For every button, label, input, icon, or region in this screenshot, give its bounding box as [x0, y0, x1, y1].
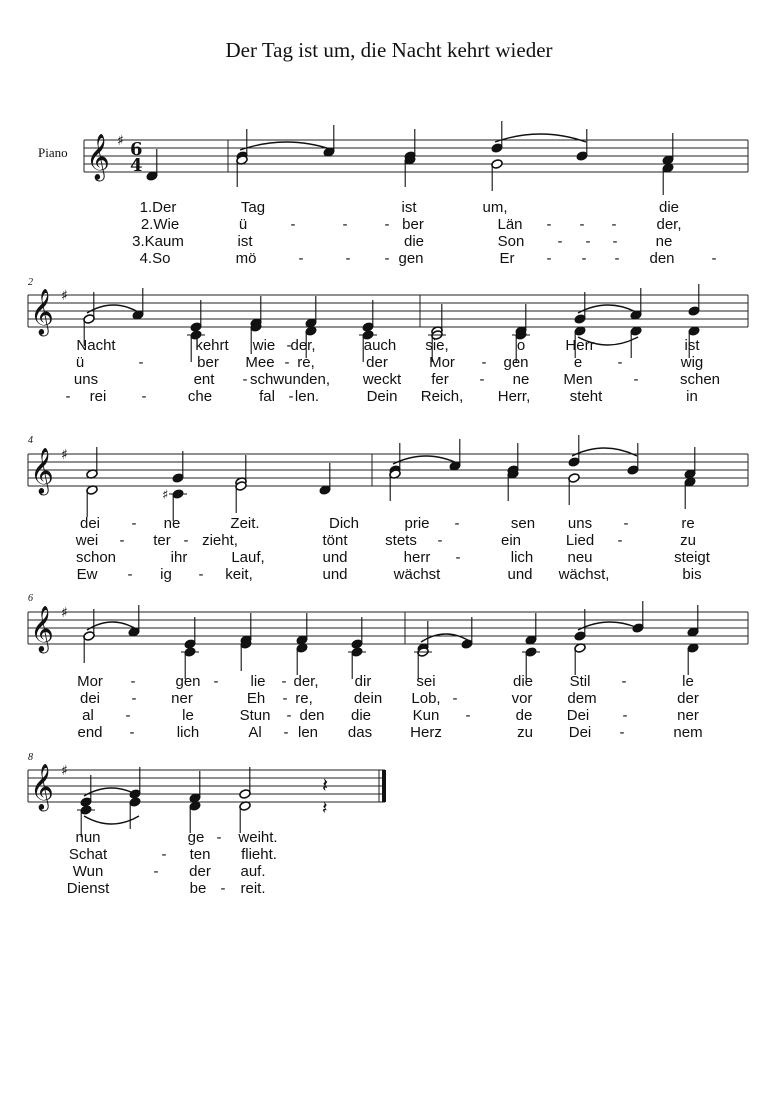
lyric-syllable: -	[585, 233, 591, 250]
lyric-syllable: den	[649, 250, 675, 267]
lyric-syllable: sei	[416, 673, 436, 690]
treble-clef-icon: 𝄞	[30, 764, 54, 810]
lyric-syllable: de	[515, 707, 533, 724]
lyric-syllable: weckt	[362, 371, 402, 388]
lyric-syllable: und	[507, 566, 533, 583]
lyric-syllable: ü	[75, 354, 85, 371]
lyric-syllable: Dienst	[66, 880, 110, 897]
measure-number: 8	[28, 752, 33, 763]
lyric-syllable: um,	[482, 199, 508, 216]
lyric-syllable: -	[290, 216, 296, 233]
lyric-syllable: in	[686, 388, 698, 405]
lyric-syllable: -	[619, 724, 625, 741]
lyric-syllable: ne	[655, 233, 673, 250]
lyric-syllable: auf.	[240, 863, 266, 880]
lyric-syllable: Dei	[566, 707, 590, 724]
slur	[578, 622, 642, 630]
lyric-syllable: reit.	[240, 880, 266, 897]
lyric-syllable: nun	[75, 829, 101, 846]
lyric-syllable: wei	[75, 532, 99, 549]
lyric-syllable: nem	[673, 724, 703, 741]
lyric-syllable: flieht.	[241, 846, 277, 863]
lyric-syllable: -	[283, 724, 289, 741]
lyric-syllable: Mor	[429, 354, 455, 371]
slur	[240, 142, 333, 150]
lyric-syllable: vor	[511, 690, 533, 707]
lyric-syllable: mö	[235, 250, 257, 267]
lyric-syllable: -	[452, 690, 458, 707]
lyric-syllable: -	[288, 388, 294, 405]
lyric-syllable: ber	[197, 354, 219, 371]
lyric-syllable: -	[298, 250, 304, 267]
lyric-syllable: Wun	[72, 863, 104, 880]
lyric-syllable: -	[286, 707, 292, 724]
lyric-syllable: -	[281, 673, 287, 690]
lyric-syllable: der,	[293, 673, 319, 690]
lyric-syllable: -	[220, 880, 226, 897]
lyric-syllable: Län	[497, 216, 523, 233]
time-signature-top: 6	[130, 139, 143, 160]
lyric-syllable: 2.Wie	[140, 216, 180, 233]
quarter-rest-icon: 𝄽	[322, 773, 329, 797]
lyric-syllable: -	[612, 233, 618, 250]
lyric-syllable: Lauf,	[231, 549, 265, 566]
lyric-syllable: ig	[160, 566, 172, 583]
lyric-syllable: der	[366, 354, 388, 371]
lyric-syllable: sen	[510, 515, 536, 532]
lyric-syllable: uns	[567, 515, 593, 532]
lyric-syllable: die	[512, 673, 534, 690]
lyric-syllable: ne	[512, 371, 530, 388]
quarter-rest-icon: 𝄽	[322, 798, 328, 819]
lyric-syllable: Stil	[569, 673, 591, 690]
lyric-syllable: -	[623, 515, 629, 532]
lyric-syllable: -	[384, 216, 390, 233]
lyric-syllable: und	[322, 549, 348, 566]
lyric-syllable: die	[403, 233, 425, 250]
lyric-syllable: -	[617, 354, 623, 371]
lyric-syllable: len	[297, 724, 319, 741]
lyric-syllable: ü	[238, 216, 248, 233]
lyric-syllable: -	[119, 532, 125, 549]
lyric-syllable: -	[384, 250, 390, 267]
lyric-syllable: Men	[563, 371, 593, 388]
lyric-syllable: schwunden,	[249, 371, 331, 388]
measure-number: 2	[28, 277, 33, 288]
lyric-syllable: al	[82, 707, 94, 724]
lyric-syllable: ber	[402, 216, 424, 233]
lyric-syllable: -	[437, 532, 443, 549]
lyric-syllable: -	[455, 549, 461, 566]
lyric-syllable: lich	[510, 549, 534, 566]
lyric-syllable: rei	[89, 388, 107, 405]
lyric-syllable: -	[546, 250, 552, 267]
lyric-syllable: Dich	[328, 515, 360, 532]
lyric-syllable: auch	[363, 337, 397, 354]
lyric-syllable: der	[189, 863, 211, 880]
lyric-syllable: fal	[259, 388, 275, 405]
slur	[87, 622, 138, 630]
lyric-syllable: der,	[290, 337, 316, 354]
lyric-syllable: ist	[237, 233, 253, 250]
lyric-syllable: Reich,	[420, 388, 464, 405]
lyric-syllable: -	[141, 388, 147, 405]
sharp-icon: ♯	[61, 605, 68, 621]
lyric-syllable: Herr,	[497, 388, 531, 405]
lyric-syllable: -	[546, 216, 552, 233]
lyric-syllable: -	[161, 846, 167, 863]
lyric-syllable: -	[557, 233, 563, 250]
lyric-syllable: schon	[75, 549, 117, 566]
lyric-syllable: -	[286, 337, 292, 354]
lyric-syllable: re,	[295, 690, 313, 707]
lyric-syllable: -	[621, 673, 627, 690]
lyric-syllable: bis	[682, 566, 702, 583]
sharp-icon: ♯	[117, 133, 124, 149]
lyric-syllable: ihr	[170, 549, 188, 566]
lyric-syllable: -	[617, 532, 623, 549]
lyric-syllable: stets	[385, 532, 417, 549]
treble-clef-icon: 𝄞	[30, 289, 54, 335]
lyric-syllable: sie,	[425, 337, 449, 354]
lyric-syllable: dem	[567, 690, 597, 707]
lyric-syllable: -	[622, 707, 628, 724]
lyric-syllable: zu	[517, 724, 533, 741]
sharp-icon: ♯	[61, 447, 68, 463]
sharp-icon: ♯	[61, 763, 68, 779]
lyric-syllable: Herr	[565, 337, 595, 354]
lyric-syllable: der,	[656, 216, 682, 233]
lyric-syllable: weiht.	[238, 829, 278, 846]
lyric-syllable: lich	[176, 724, 200, 741]
lyric-syllable: be	[189, 880, 207, 897]
lyric-syllable: die	[658, 199, 680, 216]
lyric-syllable: dei	[79, 515, 101, 532]
slur	[578, 305, 638, 313]
lyric-syllable: -	[282, 690, 288, 707]
lyric-syllable: dein	[353, 690, 383, 707]
lyric-syllable: gen	[398, 250, 424, 267]
lyric-syllable: schen	[679, 371, 721, 388]
lyric-syllable: -	[614, 250, 620, 267]
lyric-syllable: prie	[404, 515, 430, 532]
lyric-syllable: ner	[171, 690, 193, 707]
slur	[87, 305, 140, 313]
lyric-syllable: Schat	[68, 846, 108, 863]
lyric-syllable: ner	[677, 707, 699, 724]
lyric-syllable: -	[127, 566, 133, 583]
lyric-syllable: 4.So	[139, 250, 171, 267]
lyric-syllable: Zeit.	[230, 515, 260, 532]
lyric-syllable: le	[182, 707, 194, 724]
lyric-syllable: ge	[187, 829, 205, 846]
sharp-icon: ♯	[61, 288, 68, 304]
lyric-syllable: 1.Der	[139, 199, 177, 216]
lyric-syllable: -	[183, 532, 189, 549]
lyric-syllable: -	[454, 515, 460, 532]
lyric-syllable: ten	[189, 846, 211, 863]
slur	[495, 134, 586, 142]
lyric-syllable: und	[322, 566, 348, 583]
lyric-syllable: Al	[248, 724, 262, 741]
lyric-syllable: Mor	[77, 673, 103, 690]
lyric-syllable: Nacht	[76, 337, 116, 354]
lyric-syllable: -	[465, 707, 471, 724]
lyric-syllable: -	[481, 354, 487, 371]
lyric-syllable: keit,	[225, 566, 253, 583]
score-title: Der Tag ist um, die Nacht kehrt wieder	[225, 38, 553, 62]
lyric-syllable: Mee	[245, 354, 275, 371]
final-barline-icon	[382, 770, 386, 802]
lyric-syllable: Kun	[412, 707, 440, 724]
lyric-syllable: o	[516, 337, 526, 354]
lyric-syllable: ein	[500, 532, 522, 549]
lyric-syllable: fer	[431, 371, 449, 388]
lyric-syllable: -	[129, 724, 135, 741]
lyric-syllable: -	[242, 371, 248, 388]
lyric-syllable: -	[711, 250, 717, 267]
lyric-syllable: wie	[252, 337, 276, 354]
lyric-syllable: zu	[680, 532, 696, 549]
lyric-syllable: ist	[684, 337, 700, 354]
lyric-syllable: 3.Kaum	[132, 233, 184, 250]
lyric-syllable: neu	[567, 549, 593, 566]
lyric-syllable: Son	[497, 233, 525, 250]
lyric-syllable: -	[130, 673, 136, 690]
lyric-syllable: len.	[294, 388, 320, 405]
slur	[572, 448, 637, 456]
lyric-syllable: der	[677, 690, 699, 707]
lyric-syllable: die	[350, 707, 372, 724]
lyric-syllable: le	[682, 673, 694, 690]
time-signature-bottom: 4	[130, 155, 143, 176]
lyric-syllable: Dein	[366, 388, 398, 405]
treble-clef-icon: 𝄞	[86, 134, 110, 180]
lyric-syllable: dei	[79, 690, 101, 707]
lyric-syllable: ist	[401, 199, 417, 216]
lyric-syllable: -	[633, 371, 639, 388]
lyric-syllable: den	[299, 707, 325, 724]
lyric-syllable: Herz	[410, 724, 442, 741]
lyric-syllable: -	[138, 354, 144, 371]
lyric-syllable: ter	[153, 532, 171, 549]
lyric-syllable: Lied	[565, 532, 595, 549]
lyric-syllable: steigt	[674, 549, 710, 566]
lyric-syllable: e	[573, 354, 583, 371]
lyric-syllable: -	[342, 216, 348, 233]
lyric-syllable: -	[125, 707, 131, 724]
lyric-syllable: Lob,	[411, 690, 441, 707]
sharp-icon: ♯	[162, 488, 169, 503]
lyric-syllable: ne	[163, 515, 181, 532]
treble-clef-icon: 𝄞	[30, 606, 54, 652]
lyric-syllable: Stun	[239, 707, 271, 724]
lyric-syllable: Eh	[246, 690, 266, 707]
lyric-syllable: re	[681, 515, 695, 532]
lyric-syllable: Er	[499, 250, 515, 267]
lyric-syllable: tönt	[322, 532, 348, 549]
lyric-syllable: end	[77, 724, 103, 741]
lyric-syllable: wächst,	[558, 566, 610, 583]
lyric-syllable: wig	[680, 354, 704, 371]
lyric-syllable: -	[581, 250, 587, 267]
lyric-syllable: zieht,	[202, 532, 238, 549]
lyric-syllable: ent	[193, 371, 215, 388]
slur	[393, 456, 459, 464]
lyric-syllable: -	[131, 515, 137, 532]
lyric-syllable: -	[479, 371, 485, 388]
lyric-syllable: -	[579, 216, 585, 233]
lyric-syllable: -	[345, 250, 351, 267]
lyric-syllable: herr	[403, 549, 431, 566]
slur	[421, 634, 471, 642]
lyric-syllable: -	[65, 388, 71, 405]
lyric-syllable: kehrt	[195, 337, 229, 354]
lyric-syllable: wächst	[393, 566, 441, 583]
lyric-syllable: steht	[569, 388, 603, 405]
measure-number: 4	[28, 435, 33, 446]
lyric-syllable: Dei	[568, 724, 592, 741]
lyric-syllable: -	[216, 829, 222, 846]
lyric-syllable: -	[284, 354, 290, 371]
lyric-syllable: che	[187, 388, 213, 405]
lyric-syllable: lie	[250, 673, 266, 690]
lyric-syllable: Ew	[76, 566, 98, 583]
lyric-syllable: uns	[73, 371, 99, 388]
lyric-syllable: das	[347, 724, 373, 741]
lyric-syllable: -	[153, 863, 159, 880]
lyric-syllable: gen	[175, 673, 201, 690]
instrument-label: Piano	[38, 145, 68, 160]
lyric-syllable: dir	[354, 673, 372, 690]
lyric-syllable: -	[131, 690, 137, 707]
lyric-syllable: -	[611, 216, 617, 233]
measure-number: 6	[28, 593, 33, 604]
lyric-syllable: -	[213, 673, 219, 690]
lyric-syllable: gen	[503, 354, 529, 371]
lyric-syllable: re,	[297, 354, 315, 371]
lyric-syllable: Tag	[240, 199, 266, 216]
lyric-syllable: -	[198, 566, 204, 583]
treble-clef-icon: 𝄞	[30, 448, 54, 494]
